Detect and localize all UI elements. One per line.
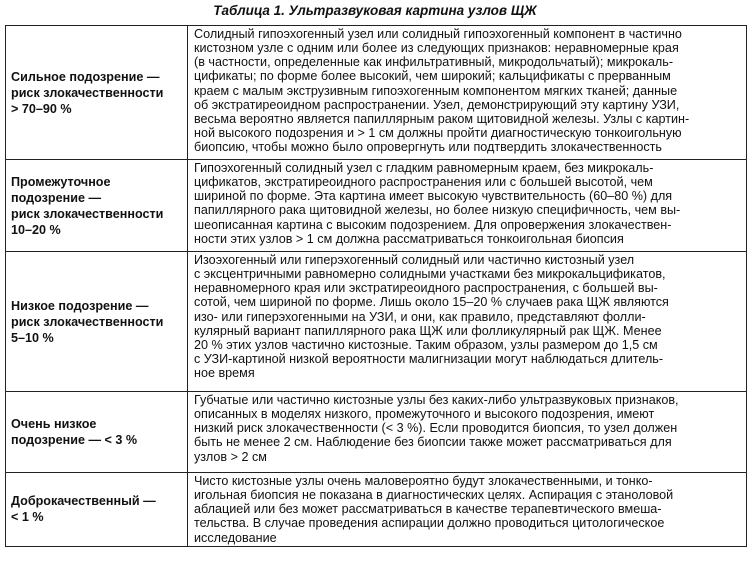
description-line: ности этих узлов > 1 см должна рассматриваться тонкоигольная биопсия bbox=[194, 231, 624, 246]
category-line: риск злокачественности bbox=[11, 85, 164, 100]
description-line: об экстратиреоидном распространении. Узел, демонстрирующий эту картину УЗИ, bbox=[194, 97, 680, 112]
table-row-intermediate-suspicion bbox=[6, 160, 747, 252]
description-line: ное время bbox=[194, 366, 255, 381]
description-line: описанных в моделях низкого, промежуточного и высокого подозрения, имеют bbox=[194, 407, 655, 422]
table-row-benign bbox=[6, 473, 747, 547]
description-cell bbox=[188, 392, 747, 473]
description-line: папиллярного рака щитовидной железы, но более низкую специфичность, чем вы- bbox=[194, 203, 681, 218]
category-line: риск злокачественности bbox=[11, 206, 164, 221]
description-line: весьма вероятно является папиллярным раком щитовидной железы. Узлы с картин- bbox=[194, 111, 690, 126]
category-cell bbox=[6, 160, 188, 252]
category-line: 10–20 % bbox=[11, 222, 61, 237]
description-line: изо- или гиперэхогенными на УЗИ, и они, как правило, представляют фолли- bbox=[194, 309, 646, 324]
description-line: сотой, чем шириной по форме. Лишь около 15–20 % случаев рака ЩЖ являются bbox=[194, 295, 669, 310]
description-line: биопсию, чтобы можно было опровергнуть или подтвердить злокачественность bbox=[194, 140, 662, 155]
category-line: < 1 % bbox=[11, 510, 44, 525]
category-line: Доброкачественный — bbox=[11, 494, 156, 509]
category-line: Низкое подозрение — bbox=[11, 298, 149, 313]
description-line: 20 % этих узлов частично кистозные. Таким образом, узлы размером до 1,5 см bbox=[194, 337, 658, 352]
category-line: Очень низкое bbox=[11, 417, 97, 431]
description-cell bbox=[188, 160, 747, 252]
description-line: Изоэхогенный или гиперэхогенный солидный или частично кистозный узел bbox=[194, 253, 635, 267]
description-line: узлов > 2 см bbox=[194, 449, 267, 464]
table-row-very-low-suspicion bbox=[6, 392, 747, 473]
description-line: быть не менее 2 см. Наблюдение без биопсии также может рассматриваться для bbox=[194, 435, 672, 450]
category-cell bbox=[6, 26, 188, 160]
description-line: с УЗИ-картиной низкой вероятности малигнизации могут наблюдаться длитель- bbox=[194, 352, 664, 367]
description-line: шеописанная картина с высоким подозрением. Для опровержения злокачествен- bbox=[194, 217, 672, 232]
description-line: низкий риск злокачественности (< 3 %). Если проводится биопсия, то узел должен bbox=[194, 421, 678, 436]
category-line: риск злокачественности bbox=[11, 314, 164, 329]
description-line: цификаты; по форме более высокий, чем широкий; кальцификаты с прерванным bbox=[194, 69, 671, 84]
description-line: неравномерного края или экстратиреоидного распространения, с большей вы- bbox=[194, 281, 658, 296]
description-line: игольная биопсия не показана в диагностических целях. Аспирация с этаноловой bbox=[194, 488, 674, 503]
category-line: 5–10 % bbox=[11, 330, 54, 345]
description-line: краем с малым экструзивным гипоэхогенным компонентом мягких тканей; данные bbox=[194, 83, 678, 98]
description-line: цификатов, экстратиреоидного распространения или с большей высотой, чем bbox=[194, 175, 653, 190]
category-line: Промежуточное bbox=[11, 174, 111, 189]
description-line: кулярный вариант папиллярного рака ЩЖ или фолликулярный рак ЩЖ. Менее bbox=[194, 323, 662, 338]
description-line: Солидный гипоэхогенный узел или солидный гипоэхогенный компонент в частично bbox=[194, 27, 682, 41]
category-cell bbox=[6, 473, 188, 547]
description-line: Гипоэхогенный солидный узел с гладким равномерным краем, без микрокаль- bbox=[194, 161, 654, 175]
description-line: ной высокого подозрения и > 1 см должны пройти диагностическую тонкоигольную bbox=[194, 126, 682, 141]
category-line: > 70–90 % bbox=[11, 101, 72, 116]
category-cell bbox=[6, 392, 188, 473]
description-line: кистозном узле с одним или более из следующих признаков: неравномерные края bbox=[194, 41, 679, 56]
category-line: Сильное подозрение — bbox=[11, 69, 160, 84]
description-line: исследование bbox=[194, 530, 277, 545]
table-row-low-suspicion bbox=[6, 252, 747, 392]
description-line: с эксцентричными равномерно солидными участками без микрокальцификатов, bbox=[194, 267, 666, 282]
category-cell bbox=[6, 252, 188, 392]
description-line: (в частности, определенные как инфильтративный, микродольчатый); микрокаль- bbox=[194, 55, 674, 70]
description-line: Губчатые или частично кистозные узлы без каких-либо ультразвуковых признаков, bbox=[194, 393, 679, 407]
category-line: подозрение — bbox=[11, 190, 102, 205]
ultrasound-nodule-table bbox=[5, 25, 747, 547]
table-row-high-suspicion bbox=[6, 26, 747, 160]
category-line: подозрение — < 3 % bbox=[11, 433, 138, 447]
description-line: аблацией или без может рассматриваться в качестве терапевтического вмеша- bbox=[194, 502, 662, 517]
description-cell bbox=[188, 26, 747, 160]
description-line: шириной по форме. Эта картина имеет высокую чувствительность (60–80 %) для bbox=[194, 189, 673, 204]
description-line: Чисто кистозные узлы очень маловероятно будут злокачественными, и тонко- bbox=[194, 474, 653, 488]
description-line: тельства. В случае проведения аспирации должно проводиться цитологическое bbox=[194, 516, 665, 531]
description-cell bbox=[188, 473, 747, 547]
table-caption: Таблица 1. Ультразвуковая картина узлов ЩЖ bbox=[213, 3, 537, 18]
description-cell bbox=[188, 252, 747, 392]
